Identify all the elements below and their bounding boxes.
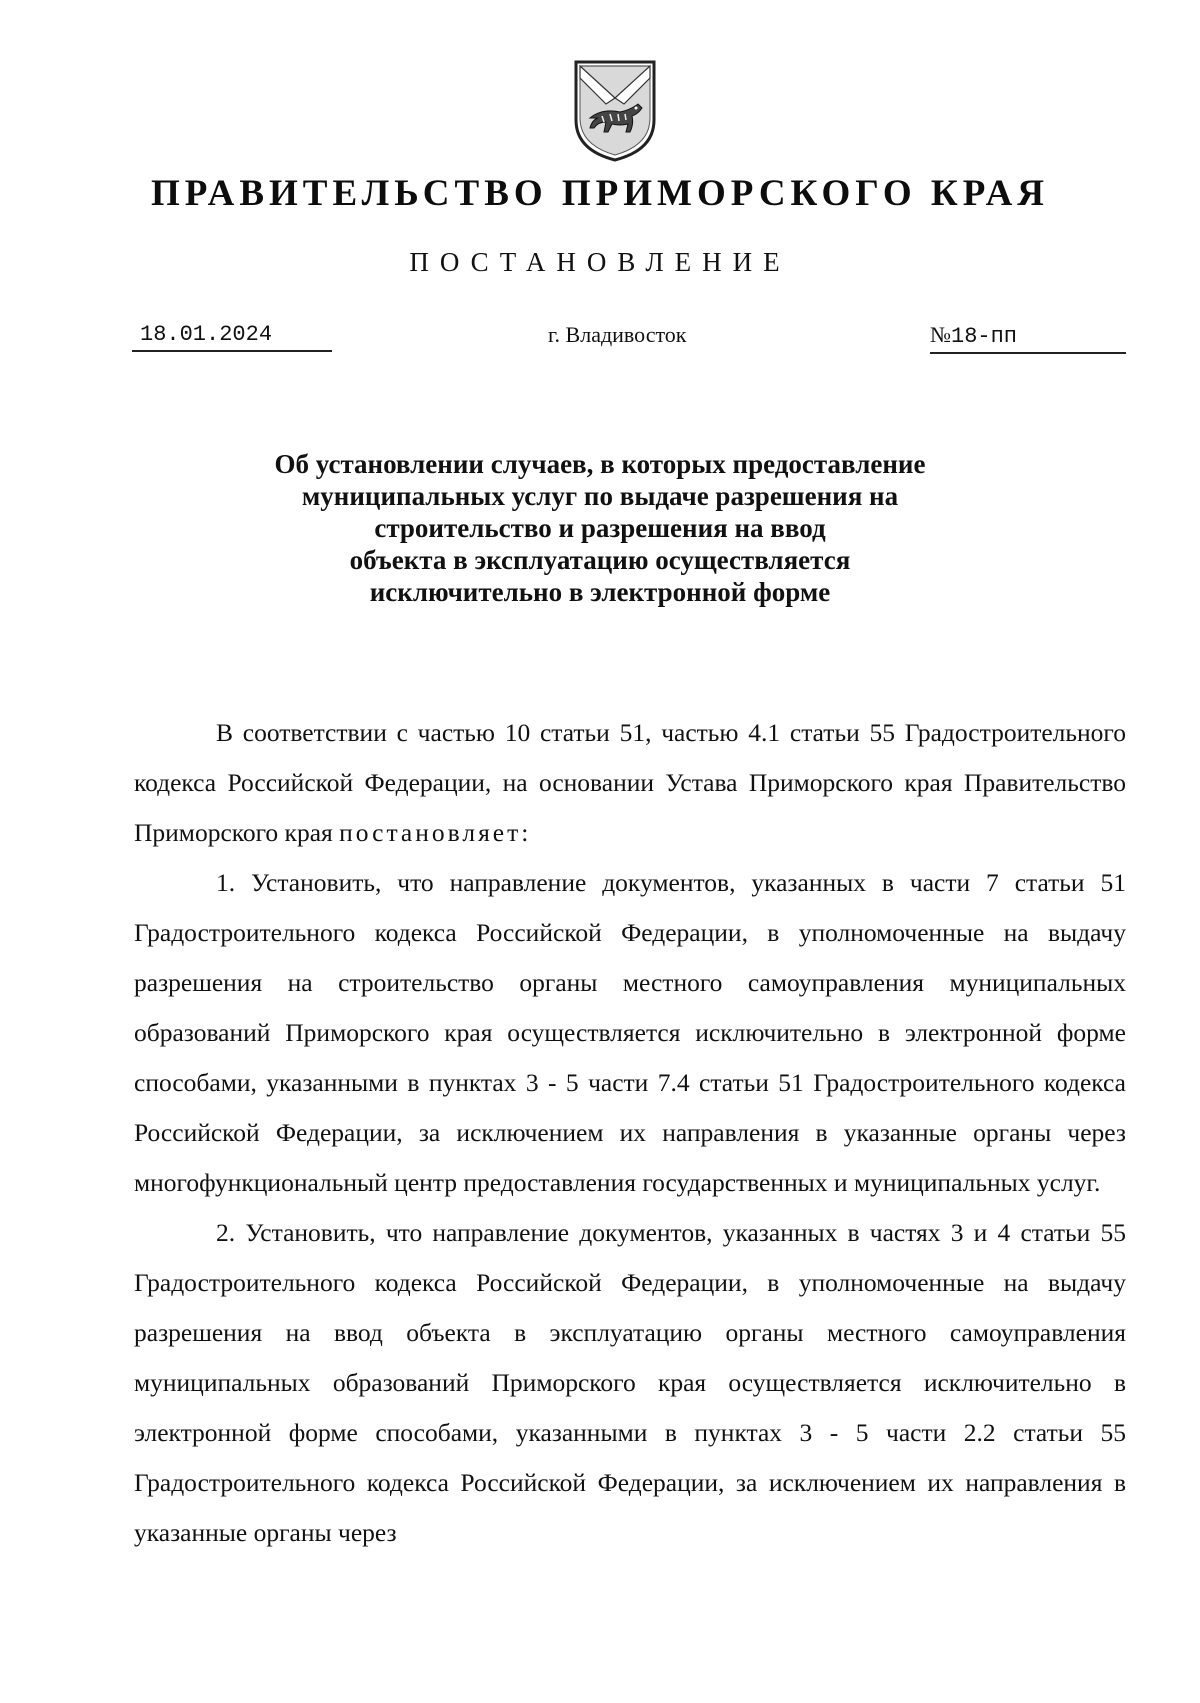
number-value: 18-пп (951, 324, 1018, 349)
document-number (930, 320, 1126, 354)
document-body (134, 708, 1126, 1558)
number-prefix: № (930, 322, 951, 347)
subject-line: объекта в эксплуатацию осуществляется (349, 545, 851, 575)
organization-title: ПРАВИТЕЛЬСТВО ПРИМОРСКОГО КРАЯ (150, 173, 1050, 214)
document-city: г. Владивосток (548, 322, 687, 347)
preamble-text: В соответствии с частью 10 статьи 51, частью 4.1 статьи 55 Градостроительного кодекса Российской Федерации, на основании Устава Приморского края Правительство Приморского края (134, 718, 1126, 847)
item-2-paragraph: 2. Установить, что направление документов, указанных в частях 3 и 4 статьи 55 Градостроительного кодекса Российской Федерации, в уполномоченные на выдачу разрешения на ввод объекта в эксплуатацию органы местного самоуправления муниципальных образований Приморского края осуществляется исключительно в электронной форме способами, указанными в пунктах 3 - 5 части 2.2 статьи 55 Градостроительного кодекса Российской Федерации, за исключением их направления в указанные органы через (134, 1218, 1126, 1547)
item-1-paragraph: 1. Установить, что направление документов, указанных в части 7 статьи 51 Градостроительного кодекса Российской Федерации, в уполномоченные на выдачу разрешения на строительство органы местного самоуправления муниципальных образований Приморского края осуществляется исключительно в электронной форме способами, указанными в пунктах 3 - 5 части 7.4 статьи 51 Градостроительного кодекса Российской Федерации, за исключением их направления в указанные органы через многофункциональный центр предоставления государственных и муниципальных услуг. (134, 868, 1126, 1197)
resolves-word: постановляет: (339, 818, 532, 847)
subject-line: строительство и разрешения на ввод (374, 513, 826, 543)
subject-line: муниципальных услуг по выдаче разрешения на (301, 481, 899, 511)
subject-line: Об установлении случаев, в которых предоставление (274, 449, 926, 479)
document-type-heading: ПОСТАНОВЛЕНИЕ (409, 247, 791, 277)
preamble-paragraph (134, 708, 1126, 858)
coat-of-arms-icon (572, 58, 658, 164)
document-date: 18.01.2024 (132, 320, 332, 352)
document-subject (130, 448, 1070, 608)
subject-line: исключительно в электронной форме (369, 577, 831, 607)
